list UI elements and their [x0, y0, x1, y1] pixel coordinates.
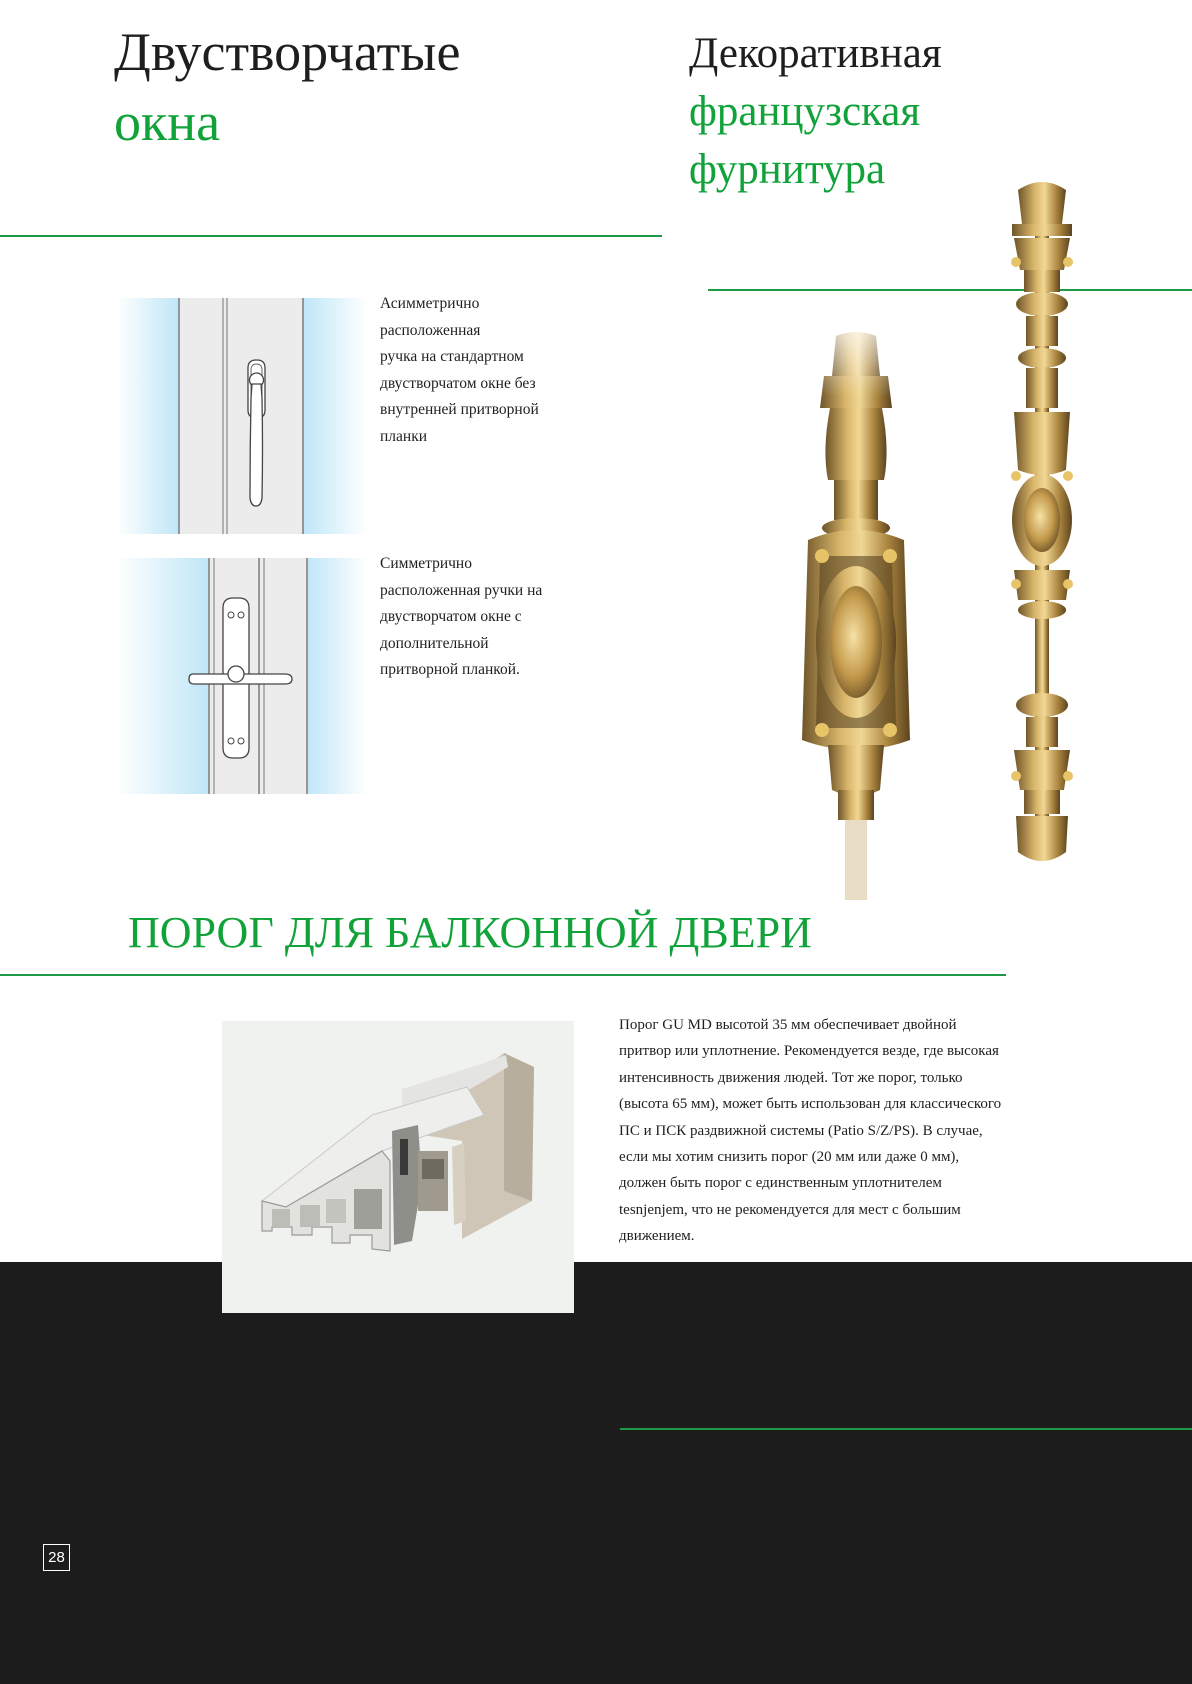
left-header-rule: [0, 235, 662, 237]
page-number: 28: [43, 1544, 70, 1571]
caption-line: дополнительной: [380, 634, 489, 652]
description-line: (высота 65 мм), может быть использован для классического: [619, 1096, 1002, 1113]
left-title-line2: окна: [114, 92, 221, 152]
caption-line: Асимметрично: [380, 295, 480, 312]
description-line: интенсивность движения людей. Тот же порог, только: [619, 1069, 963, 1086]
threshold-rule: [0, 974, 1006, 976]
threshold-description: [619, 1012, 1089, 1250]
description-line: должен быть порог с единственным уплотнителем: [619, 1175, 942, 1192]
description-line: tesnjenjem, что не рекомендуется для мест с большим: [619, 1201, 961, 1218]
dark-footer-band: [0, 1262, 1192, 1684]
symmetric-caption: [380, 551, 610, 684]
caption-line: притворной планкой.: [380, 661, 520, 678]
caption-line: Симметрично: [380, 555, 472, 572]
symmetric-handle-illustration: [117, 558, 367, 794]
right-title-line1: Декоративная: [689, 30, 942, 77]
asymmetric-handle-illustration: [117, 298, 367, 534]
caption-line: двустворчатом окне с: [380, 608, 522, 625]
caption-line: расположенная: [380, 321, 481, 339]
right-title-line2: французская: [689, 88, 921, 135]
description-line: ПС и ПСК раздвижной системы (Patio S/Z/PS). В случае,: [619, 1122, 983, 1139]
left-title-line1: Двустворчатые: [114, 22, 461, 82]
threshold-profile-photo: [222, 1021, 574, 1313]
french-espagnolette-photo: [800, 180, 1100, 900]
description-line: Порог GU MD высотой 35 мм обеспечивает двойной: [619, 1017, 957, 1033]
caption-line: внутренней притворной: [380, 401, 539, 418]
description-line: движением.: [619, 1228, 695, 1245]
asymmetric-caption: [380, 291, 610, 450]
footer-rule: [620, 1428, 1192, 1430]
threshold-heading: ПОРОГ ДЛЯ БАЛКОННОЙ ДВЕРИ: [128, 908, 812, 957]
caption-line: расположенная ручки на: [380, 581, 543, 599]
description-line: если мы хотим снизить порог (20 мм или даже 0 мм),: [619, 1149, 960, 1166]
right-title-line3: фурнитура: [689, 146, 886, 193]
caption-line: двустворчатом окне без: [380, 374, 536, 392]
caption-line: планки: [380, 427, 428, 445]
description-line: притвор или уплотнение. Рекомендуется везде, где высокая: [619, 1043, 999, 1060]
caption-line: ручка на стандартном: [380, 348, 524, 365]
